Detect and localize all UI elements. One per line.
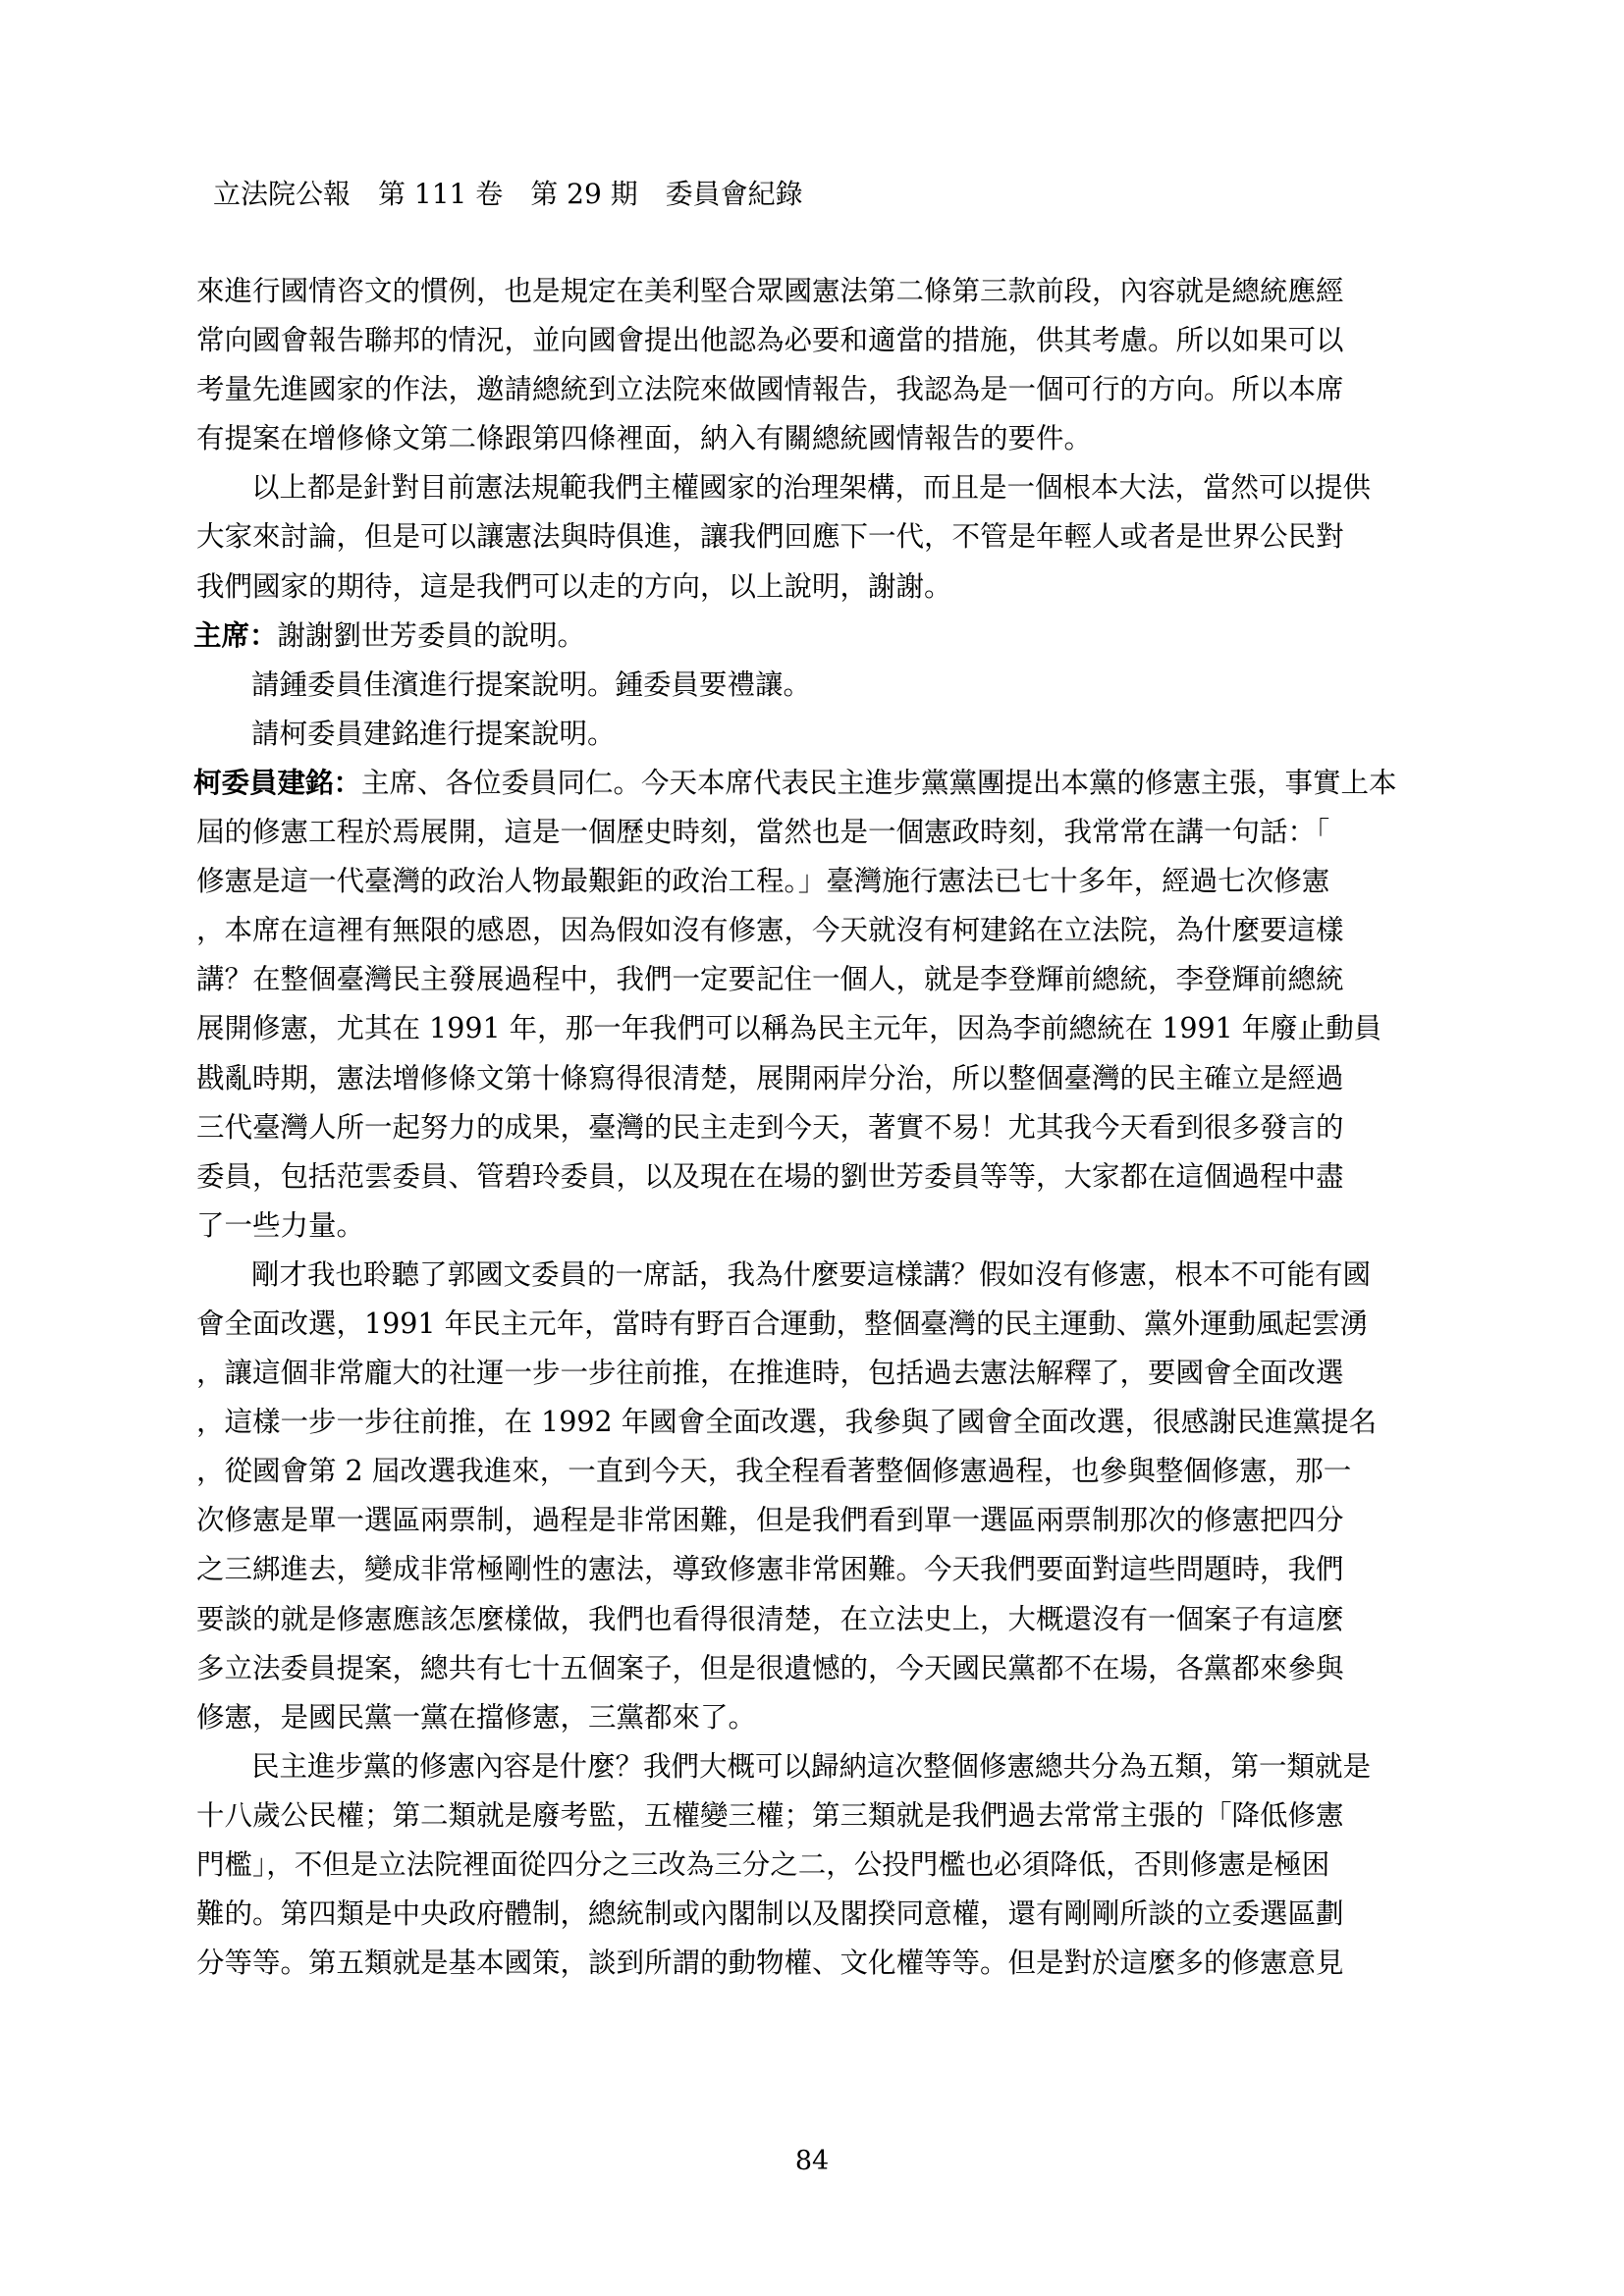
text-line: 之三綁進去，變成非常極剛性的憲法，導致修憲非常困難。今天我們要面對這些問題時，我們 [196, 1553, 1344, 1586]
chair-speech-line [193, 612, 1439, 661]
paragraph-first-line: 請鍾委員佳濱進行提案說明。鍾委員要禮讓。 [251, 667, 812, 701]
text-line: 有提案在增修條文第二條跟第四條裡面，納入有關總統國情報告的要件。 [196, 422, 1093, 455]
text-line: 我們國家的期待，這是我們可以走的方向，以上說明，謝謝。 [196, 569, 952, 603]
text-line: 多立法委員提案，總共有七十五個案子，但是很遺憾的，今天國民黨都不在場，各黨都來參與 [196, 1651, 1344, 1684]
text-line: 了一些力量。 [196, 1208, 365, 1242]
ke-speech-line [193, 759, 1439, 808]
text-line: 會全面改選，1991 年民主元年，當時有野百合運動，整個臺灣的民主運動、黨外運動風起雲湧 [196, 1307, 1369, 1340]
text-line: ，這樣一步一步往前推，在 1992 年國會全面改選，我參與了國會全面改選，很感謝民進黨提名 [196, 1406, 1378, 1439]
transcript-body [194, 267, 1439, 1988]
speech-text: 謝謝劉世芳委員的說明。 [277, 618, 586, 652]
text-line: 修憲，是國民黨一黨在擋修憲，三黨都來了。 [196, 1700, 757, 1734]
text-line: 委員，包括范雲委員、管碧玲委員，以及現在在場的劉世芳委員等等，大家都在這個過程中盡 [196, 1159, 1344, 1193]
speaker-label-chair: 主席： [193, 618, 278, 652]
text-line: 常向國會報告聯邦的情況，並向國會提出他認為必要和適當的措施，供其考慮。所以如果可以 [196, 324, 1344, 357]
paragraph-first-line: 請柯委員建銘進行提案說明。 [251, 717, 616, 750]
text-line: 分等等。第五類就是基本國策，談到所謂的動物權、文化權等等。但是對於這麼多的修憲意見 [196, 1947, 1344, 1980]
speech-text: 主席、各位委員同仁。今天本席代表民主進步黨黨團提出本黨的修憲主張，事實上本 [361, 766, 1397, 799]
text-line: 戡亂時期，憲法增修條文第十條寫得很清楚，展開兩岸分治，所以整個臺灣的民主確立是經過 [196, 1061, 1344, 1095]
text-line: ，從國會第 2 屆改選我進來，一直到今天，我全程看著整個修憲過程，也參與整個修憲，那一 [196, 1455, 1352, 1488]
paragraph-first-line: 民主進步黨的修憲內容是什麼？我們大概可以歸納這次整個修憲總共分為五類，第一類就是 [251, 1749, 1372, 1783]
text-line: 大家來討論，但是可以讓憲法與時俱進，讓我們回應下一代，不管是年輕人或者是世界公民對 [196, 520, 1344, 554]
text-line: 三代臺灣人所一起努力的成果，臺灣的民主走到今天，著實不易！尤其我今天看到很多發言的 [196, 1110, 1344, 1144]
page-number: 84 [794, 2146, 830, 2176]
text-line: 十八歲公民權；第二類就是廢考監，五權變三權；第三類就是我們過去常常主張的「降低修憲 [196, 1798, 1344, 1832]
text-line: 來進行國情咨文的慣例，也是規定在美利堅合眾國憲法第二條第三款前段，內容就是總統應經 [196, 275, 1344, 307]
text-line: 講？在整個臺灣民主發展過程中，我們一定要記住一個人，就是李登輝前總統，李登輝前總統 [196, 963, 1344, 996]
text-line: 門檻」，不但是立法院裡面從四分之三改為三分之二，公投門檻也必須降低，否則修憲是極困 [196, 1848, 1330, 1881]
text-line: 要談的就是修憲應該怎麼樣做，我們也看得很清楚，在立法史上，大概還沒有一個案子有這麼 [196, 1602, 1344, 1635]
paragraph-first-line: 剛才我也聆聽了郭國文委員的一席話，我為什麼要這樣講？假如沒有修憲，根本不可能有國 [251, 1257, 1372, 1291]
text-line: 考量先進國家的作法，邀請總統到立法院來做國情報告，我認為是一個可行的方向。所以本席 [196, 373, 1344, 406]
text-line: 次修憲是單一選區兩票制，過程是非常困難，但是我們看到單一選區兩票制那次的修憲把四分 [196, 1504, 1344, 1537]
speaker-label-ke: 柯委員建銘： [193, 766, 362, 799]
text-line: ，讓這個非常龐大的社運一步一步往前推，在推進時，包括過去憲法解釋了，要國會全面改選 [196, 1357, 1344, 1390]
text-line: ，本席在這裡有無限的感恩，因為假如沒有修憲，今天就沒有柯建銘在立法院，為什麼要這樣 [196, 914, 1344, 947]
bulletin-header: 立法院公報 第 111 卷 第 29 期 委員會紀錄 [213, 178, 803, 210]
text-line: 難的。第四類是中央政府體制，總統制或內閣制以及閣揆同意權，還有剛剛所談的立委選區劃 [196, 1897, 1344, 1931]
text-line: 修憲是這一代臺灣的政治人物最艱鉅的政治工程。」臺灣施行憲法已七十多年，經過七次修憲 [196, 865, 1330, 898]
paragraph-first-line: 以上都是針對目前憲法規範我們主權國家的治理架構，而且是一個根本大法，當然可以提供 [251, 471, 1372, 505]
text-line: 展開修憲，尤其在 1991 年，那一年我們可以稱為民主元年，因為李前總統在 1991 年廢止動員 [196, 1012, 1382, 1045]
text-line: 屆的修憲工程於焉展開，這是一個歷史時刻，當然也是一個憲政時刻，我常常在講一句話：「 [196, 816, 1330, 849]
